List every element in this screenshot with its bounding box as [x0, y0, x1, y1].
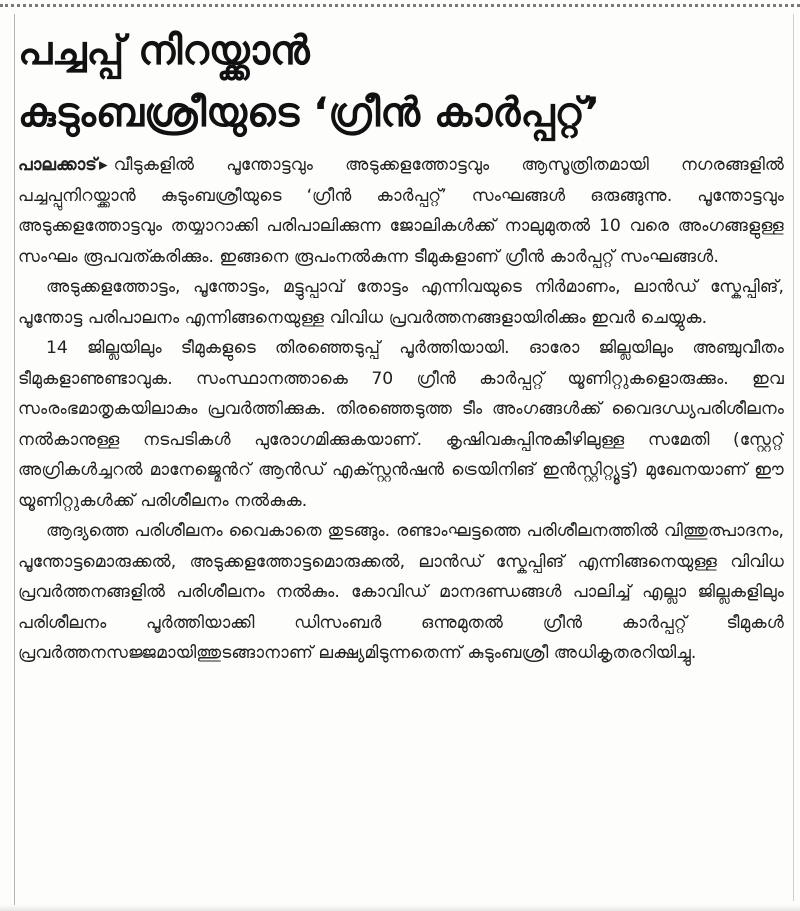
paragraph-4: ആദ്യത്തെ പരിശീലനം വൈകാതെ തുടങ്ങും. രണ്ടാംഘട്ടത്തെ പരിശീലനത്തിൽ വിത്തുത്പാദനം, പൂന്തോട്ടമൊരുക്കൽ, അടുക്കളത്തോട്ടമൊരുക്കൽ, ലാൻഡ് സ്കേപ്പിങ് എന്നിങ്ങനെയുള്ള വിവിധ പ്രവർത്തനങ്ങളിൽ പരിശീലനം നൽകും. കോവിഡ് മാനദണ്ഡങ്ങൾ പാലിച്ച് എല്ലാ ജില്ലകളിലും പരിശീലനം പൂർത്തിയാക്കി ഡിസംബർ ഒന്നുമുതൽ ഗ്രീൻ കാർപ്പറ്റ് ടീമുകൾ പ്രവർത്തനസജ്ജമായിത്തുടങ്ങാനാണ് ലക്ഷ്യമിടുന്നതെന്ന് കുടുംബശ്രീ അധികൃതരറിയിച്ചു.	[18, 521, 784, 663]
article	[18, 20, 784, 900]
paragraph-2: അടുക്കളത്തോട്ടം, പൂന്തോട്ടം, മട്ടുപ്പാവ് തോട്ടം എന്നിവയുടെ നിർമാണം, ലാൻഡ് സ്കേപ്പിങ്, പൂന്തോട്ട പരിപാലനം എന്നിങ്ങനെയുള്ള വിവിധ പ്രവർത്തനങ്ങളായിരിക്കും ഇവർ ചെയ്യുക.	[18, 277, 784, 328]
paragraph-1-text: വീടുകളിൽ പൂന്തോട്ടവും അടുക്കളത്തോട്ടവും ആസൂത്രിതമായി നഗരങ്ങളിൽ പച്ചപ്പുനിറയ്ക്കാൻ കുടുംബശ്രീയുടെ ‘ഗ്രീൻ കാർപ്പറ്റ്’ സംഘങ്ങൾ ഒരുങ്ങുന്നു. പൂന്തോട്ടവും അടുക്കളത്തോട്ടവും തയ്യാറാക്കി പരിപാലിക്കുന്ന ജോലികൾക്ക് നാലുമുതൽ 10 വരെ അംഗങ്ങളുള്ള സംഘം രൂപവത്കരിക്കും. ഇങ്ങനെ രൂപംനൽകുന്ന ടീമുകളാണ് ഗ്രീൻ കാർപ്പറ്റ് സംഘങ്ങൾ.	[18, 155, 784, 267]
dateline: പാലക്കാട്	[18, 155, 97, 175]
paragraph-3: 14 ജില്ലയിലും ടീമുകളുടെ തിരഞ്ഞെടുപ്പ് പൂർത്തിയായി. ഓരോ ജില്ലയിലും അഞ്ചുവീതം ടീമുകളാണുണ്ടാവുക. സംസ്ഥാനത്താകെ 70 ഗ്രീൻ കാർപ്പറ്റ് യൂണിറ്റുകളൊരുക്കും. ഇവ സംരംഭമാതൃകയിലാകും പ്രവർത്തിക്കുക. തിരഞ്ഞെടുത്ത ടീം അംഗങ്ങൾക്ക് വൈദഗ്ധ്യപരിശീലനം നൽകാനുള്ള നടപടികൾ പുരോഗമിക്കുകയാണ്. കൃഷിവകുപ്പിനുകീഴിലുള്ള സമേതി (സ്റ്റേറ്റ് അഗ്രികൾച്ചറൽ മാനേജ്മെൻറ് ആൻഡ് എക്സ്റ്റൻഷൻ ട്രെയിനിങ് ഇൻസ്റ്റിറ്റ്യൂട്ട്) മുഖേനയാണ് ഈ യൂണിറ്റുകൾക്ക് പരിശീലനം നൽകുക.	[18, 338, 784, 511]
headline-line-2: കുടുംബശ്രീയുടെ ‘ഗ്രീൻ കാർപ്പറ്റ്’	[18, 90, 601, 136]
right-column-rule	[793, 14, 794, 901]
headline	[18, 20, 784, 144]
left-column-rule	[14, 14, 15, 911]
headline-line-1: പച്ചപ്പ് നിറയ്ക്കാൻ	[18, 28, 310, 74]
dateline-marker-icon: ▸	[98, 155, 108, 175]
article-body	[18, 150, 784, 669]
bottom-edge-shade	[0, 905, 800, 911]
top-dotted-rule	[0, 4, 800, 7]
paragraph-1	[18, 150, 784, 272]
